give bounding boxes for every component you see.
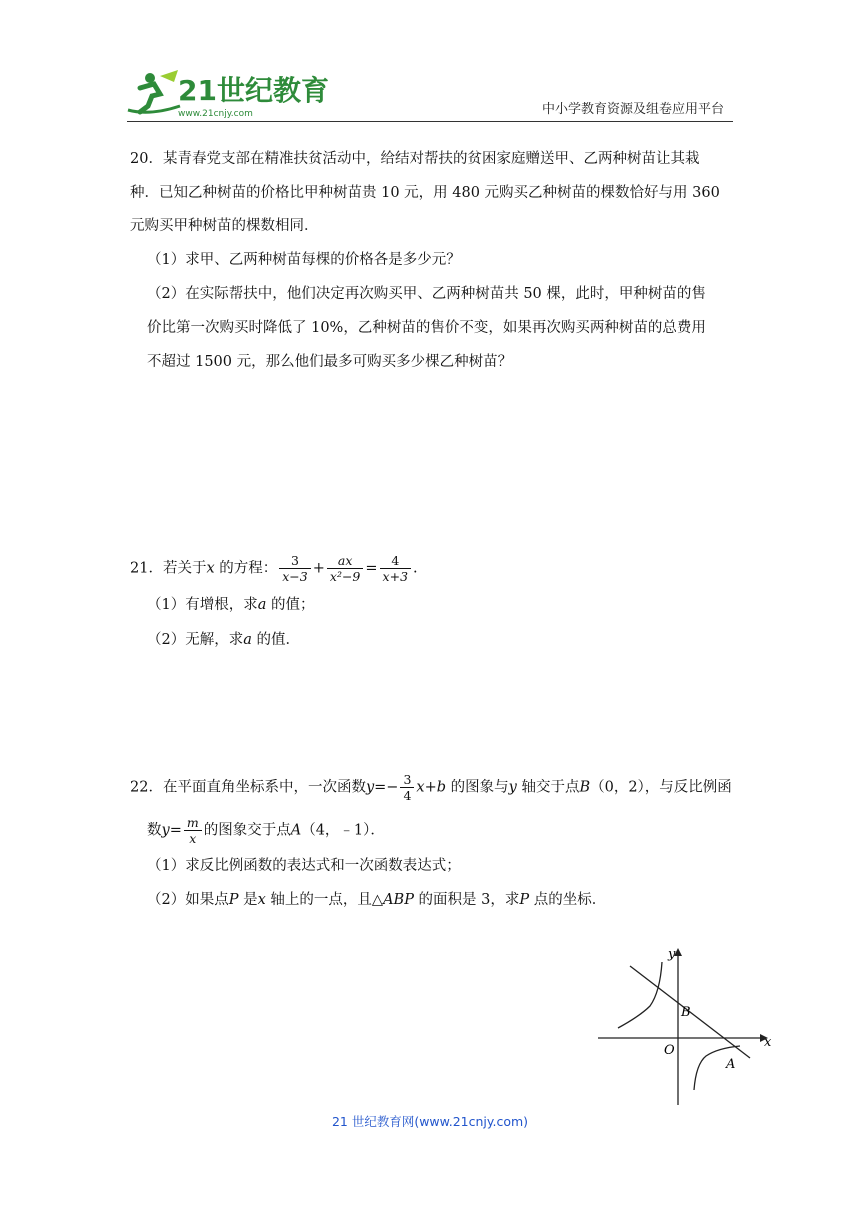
q20-part2-line3: 不超过 1500 元，那么他们最多可购买多少棵乙种树苗？ [147,354,513,370]
q22-part1: （1）求反比例函数的表达式和一次函数表达式； [147,858,461,874]
header-divider [127,121,733,122]
coordinate-graph [590,940,780,1110]
hyperbola-branch-left [618,962,662,1028]
q22-part2: （2）如果点P 是x 轴上的一点，且△ABP 的面积是 3，求P 点的坐标． [147,892,607,908]
q21-fraction-1: $\frac{3}{x-3}$ [279,553,310,584]
q21-mid: 的方程： [214,560,278,577]
logo-url: www.21cnjy.com [178,109,253,119]
label-O: O [664,1043,675,1058]
label-B: B [681,1005,691,1020]
q21-fraction-3: $\frac{4}{x+3}$ [380,553,411,584]
q21-prefix: 21．若关于 [130,560,207,577]
q20-part2-line1: （2）在实际帮扶中，他们决定再次购买甲、乙两种树苗共 50 棵，此时，甲种树苗的售 [147,286,706,302]
label-y: y [668,947,676,962]
q21-fraction-2: $\frac{ax}{\text{x²−9}}$ [327,553,364,584]
q21-part2: （2）无解，求a 的值． [147,632,300,648]
q20-line1: 20．某青春党支部在精准扶贫活动中，给结对帮扶的贫困家庭赠送甲、乙两种树苗让其栽 [130,151,700,167]
q22-stem-line2: 数y= $\frac{m}{x}$ 的图象交于点A（4，﹣1）． [147,815,385,846]
q20-part2-line2: 价比第一次购买时降低了 10%，乙种树苗的售价不变，如果再次购买两种树苗的总费用 [147,320,706,336]
platform-title: 中小学教育资源及组卷应用平台 [541,102,724,117]
q21-plus: + [312,560,325,577]
site-logo [120,66,329,120]
q21-stem [130,553,418,584]
q21-var-x: x [206,560,215,577]
q20-line3: 元购买甲种树苗的棵数相同． [130,218,319,234]
q21-period: . [413,560,418,577]
logo-text: 21世纪教育 [178,74,329,107]
q22-fraction-slope: $\frac{3}{4}$ [400,772,414,803]
q21-part1: （1）有增根，求a 的值； [147,597,315,613]
q21-equals: = [365,560,378,577]
q22-stem-line1: 22．在平面直角坐标系中，一次函数y=− $\frac{3}{4}$ x+b 的图象与y 轴交于点B（0，2），与反比例函 [130,772,732,803]
label-A: A [726,1057,736,1072]
footer-source: 21 世纪教育网(www.21cnjy.com) [331,1114,529,1129]
q20-line2: 种．已知乙种树苗的价格比甲种树苗贵 10 元，用 480 元购买乙种树苗的棵数恰好与用 360 [130,185,720,201]
label-x: x [764,1035,772,1050]
q20-part1: （1）求甲、乙两种树苗每棵的价格各是多少元？ [147,252,461,268]
q22-fraction-inverse: $\frac{m}{x}$ [184,815,202,846]
runner-icon [128,70,180,112]
